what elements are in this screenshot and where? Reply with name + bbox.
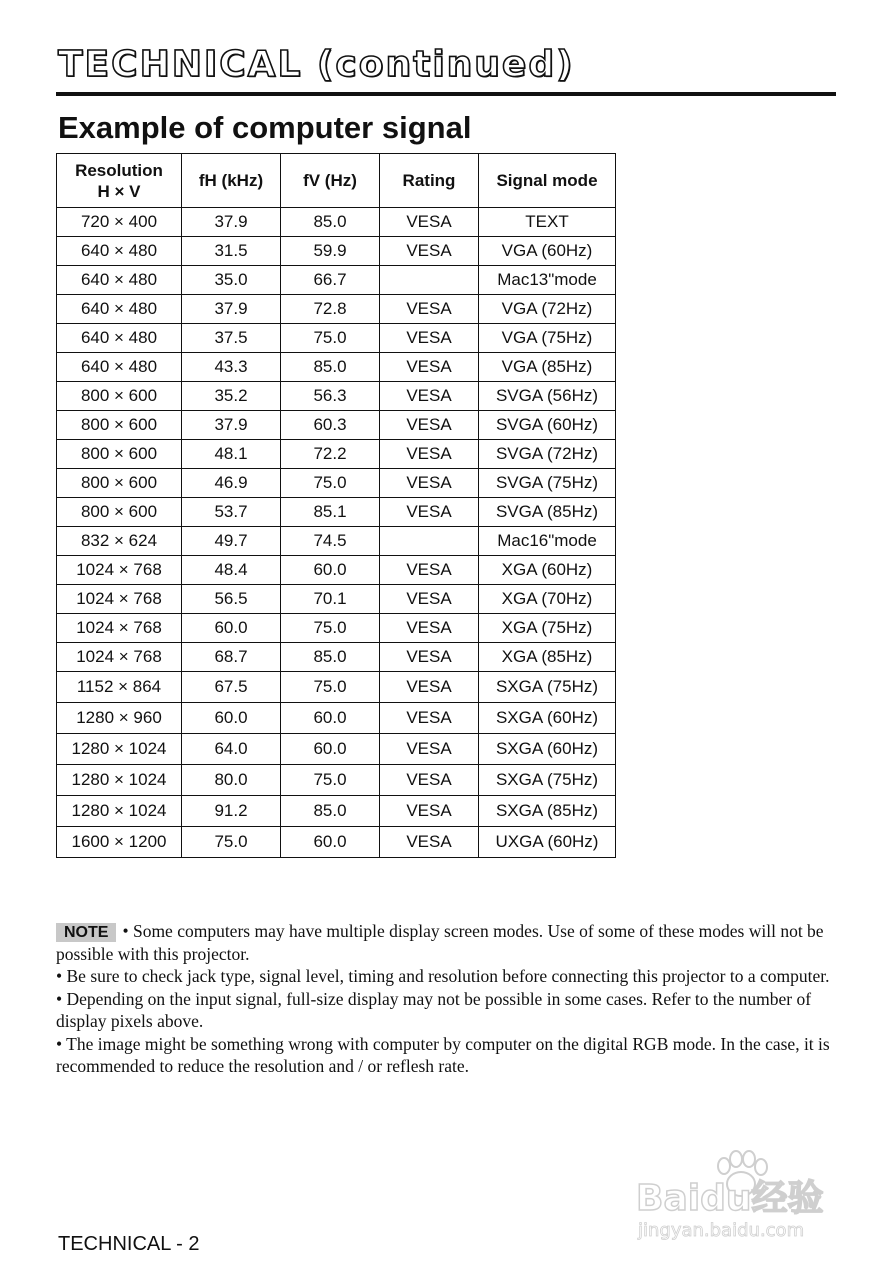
cell-fh: 37.9 [182,411,281,440]
notes-section [56,920,841,1078]
cell-rating: VESA [380,324,479,353]
cell-signal-mode: Mac16"mode [479,527,616,556]
cell-resolution: 1280 × 1024 [57,765,182,796]
table-row [57,734,616,765]
cell-fv: 70.1 [281,585,380,614]
cell-rating: VESA [380,382,479,411]
cell-signal-mode: SXGA (60Hz) [479,734,616,765]
cell-fv: 74.5 [281,527,380,556]
cell-fv: 85.0 [281,353,380,382]
cell-fh: 31.5 [182,237,281,266]
column-header-resolution-label: Resolution [75,160,163,180]
cell-fv: 60.0 [281,734,380,765]
cell-signal-mode: SVGA (72Hz) [479,440,616,469]
cell-resolution: 800 × 600 [57,382,182,411]
cell-fh: 48.1 [182,440,281,469]
cell-rating: VESA [380,237,479,266]
note-item: • Depending on the input signal, full-size display may not be possible in some cases. Refer to the number of display pixels above. [56,988,812,1031]
cell-signal-mode: XGA (70Hz) [479,585,616,614]
cell-fv: 75.0 [281,672,380,703]
cell-fh: 53.7 [182,498,281,527]
cell-rating: VESA [380,498,479,527]
cell-resolution: 1024 × 768 [57,556,182,585]
table-row [57,614,616,643]
cell-rating: VESA [380,734,479,765]
watermark-url: jingyan.baidu.com [638,1220,805,1241]
cell-resolution: 720 × 400 [57,208,182,237]
column-header-fv: fV (Hz) [281,154,380,208]
cell-fv: 60.0 [281,556,380,585]
column-header-signal-mode: Signal mode [479,154,616,208]
cell-signal-mode: VGA (72Hz) [479,295,616,324]
cell-signal-mode: SVGA (75Hz) [479,469,616,498]
column-header-hxv-label: H × V [97,181,141,201]
note-item: • The image might be something wrong with computer by computer on the digital RGB mode. In the case, it is recommended to reduce the resolution and / or reflesh rate. [56,1033,830,1076]
cell-resolution: 1280 × 960 [57,703,182,734]
cell-resolution: 1280 × 1024 [57,734,182,765]
cell-rating: VESA [380,295,479,324]
table-row [57,498,616,527]
table-row [57,585,616,614]
cell-fv: 75.0 [281,324,380,353]
cell-fv: 66.7 [281,266,380,295]
cell-signal-mode: VGA (75Hz) [479,324,616,353]
cell-resolution: 1280 × 1024 [57,796,182,827]
table-row [57,703,616,734]
cell-fh: 67.5 [182,672,281,703]
cell-signal-mode: XGA (75Hz) [479,614,616,643]
cell-fv: 59.9 [281,237,380,266]
cell-rating: VESA [380,556,479,585]
page-header-title: TECHNICAL (continued) [58,44,575,85]
column-header-resolution [57,154,182,208]
cell-resolution: 1024 × 768 [57,585,182,614]
cell-resolution: 1024 × 768 [57,643,182,672]
table-row [57,295,616,324]
cell-fh: 46.9 [182,469,281,498]
cell-resolution: 800 × 600 [57,440,182,469]
cell-resolution: 832 × 624 [57,527,182,556]
table-row [57,324,616,353]
table-row [57,208,616,237]
cell-fh: 35.0 [182,266,281,295]
table-row [57,527,616,556]
cell-signal-mode: SVGA (60Hz) [479,411,616,440]
column-header-fh: fH (kHz) [182,154,281,208]
cell-fh: 75.0 [182,827,281,858]
cell-fh: 37.5 [182,324,281,353]
cell-fv: 75.0 [281,469,380,498]
watermark-brand: Baidu经验 [636,1178,824,1219]
cell-fh: 91.2 [182,796,281,827]
table-row [57,411,616,440]
cell-resolution: 640 × 480 [57,353,182,382]
cell-resolution: 1024 × 768 [57,614,182,643]
computer-signal-table [56,153,616,858]
header-rule [56,92,836,96]
cell-fh: 64.0 [182,734,281,765]
cell-rating: VESA [380,411,479,440]
cell-signal-mode: UXGA (60Hz) [479,827,616,858]
cell-fh: 56.5 [182,585,281,614]
table-row [57,765,616,796]
cell-resolution: 640 × 480 [57,324,182,353]
cell-fh: 37.9 [182,208,281,237]
cell-signal-mode: XGA (85Hz) [479,643,616,672]
table-row [57,469,616,498]
cell-rating: VESA [380,614,479,643]
section-title: Example of computer signal [58,110,472,145]
cell-signal-mode: TEXT [479,208,616,237]
note-text: • Some computers may have multiple display screen modes. Use of some of these modes will not be possible with this projector. [56,921,824,964]
cell-rating: VESA [380,208,479,237]
note-item [56,920,841,965]
cell-fh: 68.7 [182,643,281,672]
cell-fv: 75.0 [281,765,380,796]
cell-fh: 60.0 [182,614,281,643]
cell-fh: 43.3 [182,353,281,382]
cell-fh: 35.2 [182,382,281,411]
baidu-watermark [636,1150,846,1250]
cell-fv: 60.3 [281,411,380,440]
cell-resolution: 800 × 600 [57,498,182,527]
cell-fh: 49.7 [182,527,281,556]
cell-signal-mode: XGA (60Hz) [479,556,616,585]
table-row [57,266,616,295]
table-body [57,208,616,858]
table-row [57,237,616,266]
page-footer-label: TECHNICAL - 2 [58,1233,200,1255]
cell-resolution: 640 × 480 [57,237,182,266]
cell-fv: 72.2 [281,440,380,469]
cell-rating: VESA [380,796,479,827]
cell-signal-mode: SVGA (85Hz) [479,498,616,527]
column-header-rating: Rating [380,154,479,208]
cell-fh: 48.4 [182,556,281,585]
note-item: • Be sure to check jack type, signal level, timing and resolution before connecting this projector to a computer. [56,966,830,986]
cell-signal-mode: SXGA (85Hz) [479,796,616,827]
cell-rating: VESA [380,469,479,498]
cell-rating: VESA [380,353,479,382]
cell-rating: VESA [380,643,479,672]
cell-signal-mode: SXGA (60Hz) [479,703,616,734]
cell-fv: 72.8 [281,295,380,324]
cell-resolution: 640 × 480 [57,295,182,324]
cell-fv: 60.0 [281,703,380,734]
cell-signal-mode: SVGA (56Hz) [479,382,616,411]
cell-rating: VESA [380,765,479,796]
table-row [57,796,616,827]
table-row [57,827,616,858]
table-row [57,672,616,703]
cell-fh: 80.0 [182,765,281,796]
cell-rating: VESA [380,827,479,858]
cell-fv: 85.0 [281,796,380,827]
table-row [57,556,616,585]
table-row [57,643,616,672]
cell-fh: 37.9 [182,295,281,324]
cell-rating: VESA [380,672,479,703]
cell-fv: 85.1 [281,498,380,527]
cell-fv: 85.0 [281,208,380,237]
cell-signal-mode: SXGA (75Hz) [479,672,616,703]
table-row [57,440,616,469]
cell-signal-mode: Mac13"mode [479,266,616,295]
cell-resolution: 800 × 600 [57,411,182,440]
table-row [57,353,616,382]
cell-signal-mode: SXGA (75Hz) [479,765,616,796]
note-badge: NOTE [56,923,116,942]
cell-fv: 56.3 [281,382,380,411]
cell-rating [380,266,479,295]
cell-resolution: 800 × 600 [57,469,182,498]
cell-fv: 75.0 [281,614,380,643]
cell-signal-mode: VGA (60Hz) [479,237,616,266]
cell-resolution: 1600 × 1200 [57,827,182,858]
cell-fh: 60.0 [182,703,281,734]
cell-signal-mode: VGA (85Hz) [479,353,616,382]
table-row [57,382,616,411]
cell-rating: VESA [380,440,479,469]
cell-fv: 85.0 [281,643,380,672]
cell-rating: VESA [380,703,479,734]
cell-fv: 60.0 [281,827,380,858]
cell-rating: VESA [380,585,479,614]
cell-resolution: 640 × 480 [57,266,182,295]
cell-resolution: 1152 × 864 [57,672,182,703]
cell-rating [380,527,479,556]
table-header-row [57,154,616,208]
